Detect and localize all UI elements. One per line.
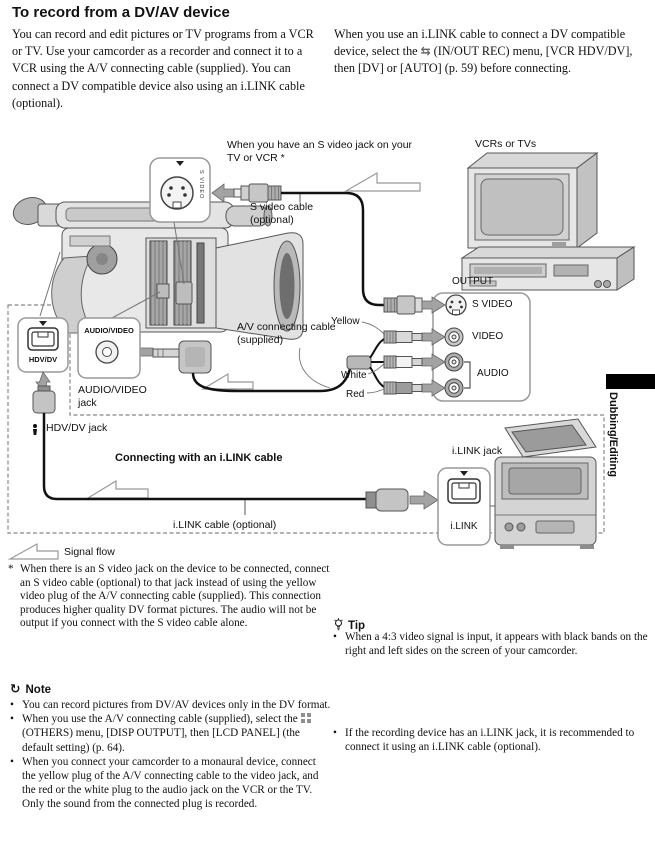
bullet-icon: • bbox=[10, 713, 14, 726]
intro-paragraph-right bbox=[334, 26, 650, 78]
label-vcrs-or-tvs: VCRs or TVs bbox=[475, 138, 537, 150]
label-signal-flow: Signal flow bbox=[64, 546, 115, 558]
video-jack-icon bbox=[445, 328, 463, 346]
ilink-logo-icon bbox=[33, 424, 37, 435]
note-4-3-text: When a 4:3 video signal is input, it appears with black bands on the right and left sides on the screen of your camcorder. bbox=[345, 630, 648, 657]
note-4-3-signal bbox=[333, 631, 655, 658]
footnote-marker: * bbox=[8, 563, 14, 575]
left-arrow-icon bbox=[212, 184, 234, 202]
up-arrow-icon bbox=[36, 372, 50, 386]
in-out-rec-icon: ⇆ bbox=[420, 44, 431, 59]
label-plug-yellow: Yellow bbox=[331, 316, 360, 327]
note-item bbox=[10, 698, 332, 712]
tip-icon bbox=[333, 618, 344, 631]
label-jack-s-video: S VIDEO bbox=[472, 299, 513, 310]
intro-paragraph-left: You can record and edit pictures or TV programs from a VCR or TV. Use your camcorder as a recorder and connect it to a VCR using the A/V connecting cable (supplied). You can connect a DV compatible device also using an i.LINK cable (optional). bbox=[12, 27, 314, 110]
label-plug-red: Red bbox=[346, 389, 365, 400]
label-s-video-cable: S video cable (optional) bbox=[250, 201, 314, 226]
tip-header bbox=[333, 616, 365, 634]
label-output: OUTPUT bbox=[452, 276, 494, 287]
bullet-icon: • bbox=[10, 755, 14, 768]
label-audio-video-box: AUDIO/VIDEO bbox=[84, 326, 134, 335]
label-hdv-dv-box: HDV/DV bbox=[28, 355, 58, 364]
label-ilink-cable: i.LINK cable (optional) bbox=[173, 519, 277, 531]
others-menu-icon bbox=[301, 713, 311, 723]
page-title: To record from a DV/AV device bbox=[12, 4, 230, 21]
section-tab-label: Dubbing/Editing bbox=[607, 392, 619, 477]
right-arrow-icon bbox=[410, 491, 438, 509]
bullet-icon: • bbox=[333, 630, 337, 643]
label-ilink-section-title: Connecting with an i.LINK cable bbox=[115, 452, 283, 464]
label-ilink-box: i.LINK bbox=[450, 521, 478, 532]
bullet-icon: • bbox=[333, 727, 337, 740]
s-video-jack-icon bbox=[446, 295, 466, 315]
tip-item bbox=[333, 727, 655, 754]
footnote-text: When there is an S video jack on the device to be connected, connect an S video cable (optional) to that jack instead of using the yellow video plug of the A/V connecting cable (supplied). This connection produces higher quality DV format pictures. The audio will not be output if you connect with the S video cable alone. bbox=[20, 563, 330, 630]
tip-text: If the recording device has an i.LINK jack, it is recommended to connect it using an i.LINK cable (optional). bbox=[345, 727, 635, 753]
video-deck-illustration bbox=[495, 419, 596, 549]
bullet-icon: • bbox=[10, 699, 14, 711]
label-s-video-vertical: S VIDEO bbox=[198, 170, 204, 200]
label-jack-video: VIDEO bbox=[472, 331, 504, 342]
note-item bbox=[10, 712, 332, 755]
ilink-port-icon bbox=[448, 479, 480, 503]
yellow-plug-icon bbox=[384, 331, 422, 343]
note-icon: ↻ bbox=[10, 681, 21, 696]
note-item-text: When you connect your camcorder to a monaural device, connect the yellow plug of the A/V connecting cable to the video jack, and the red or the white plug to the audio jack on the VCR or the TV. Only the sound from the connected plug is recorded. bbox=[22, 755, 319, 811]
label-audio-video-jack: AUDIO/VIDEO jack bbox=[78, 384, 147, 409]
label-s-video-jack-note: When you have an S video jack on your TV or VCR * bbox=[227, 139, 413, 164]
footnote-s-video bbox=[8, 563, 342, 631]
note-item-text: (OTHERS) menu, [DISP OUTPUT], then [LCD PANEL] (the default setting) (p. 64). bbox=[22, 727, 300, 754]
ilink-port-icon bbox=[28, 328, 58, 350]
label-jack-audio: AUDIO bbox=[477, 368, 509, 379]
note-list bbox=[10, 698, 332, 812]
white-plug-icon bbox=[384, 356, 422, 368]
note-item bbox=[10, 755, 332, 812]
note-item-text: When you use the A/V connecting cable (supplied), select the bbox=[22, 713, 298, 726]
intro-right-pre: When you use an i.LINK cable to connect a DV compatible device, select the bbox=[334, 27, 626, 59]
note-header-label: Note bbox=[25, 684, 52, 696]
note-item-text: You can record pictures from DV/AV devices only in the DV format. bbox=[22, 699, 331, 711]
tip-header-label: Tip bbox=[348, 620, 366, 632]
label-plug-white: White bbox=[341, 370, 367, 381]
label-hdv-dv-jack: HDV/DV jack bbox=[46, 422, 108, 434]
red-plug-icon bbox=[384, 382, 422, 394]
label-av-cable: A/V connecting cable (supplied) bbox=[237, 321, 336, 346]
section-tab-marker bbox=[606, 374, 655, 389]
intro-right-post: (IN/OUT REC) menu, [VCR HDV/DV], then [DV] or [AUTO] (p. 59) before connecting. bbox=[334, 44, 633, 76]
note-header bbox=[10, 680, 51, 698]
label-ilink-jack: i.LINK jack bbox=[452, 445, 503, 457]
tv-illustration bbox=[468, 153, 597, 248]
